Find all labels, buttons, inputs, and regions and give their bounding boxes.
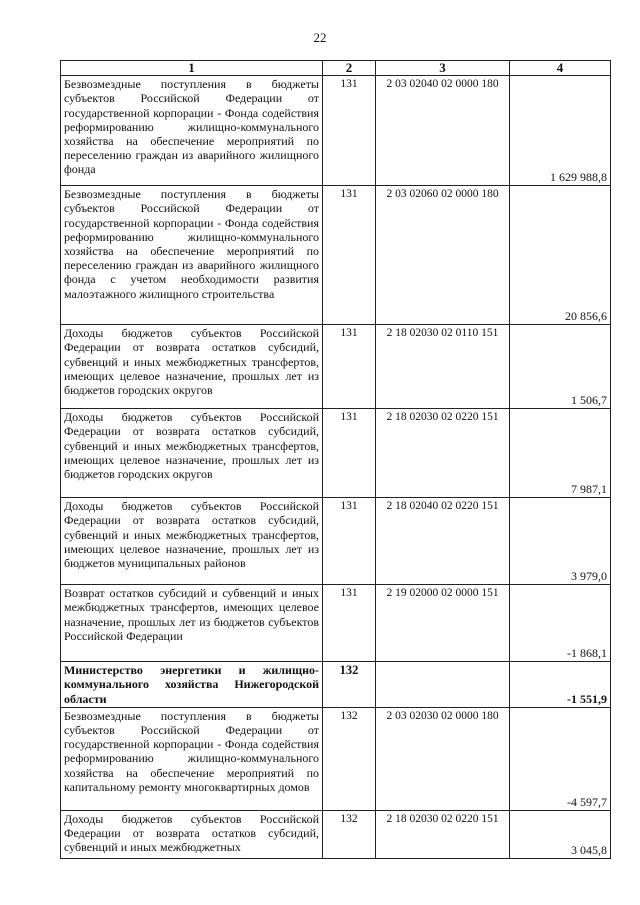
row-description: Безвозмездные поступления в бюджеты субъектов Российской Федерации от государственной корпорации - Фонда содействия реформированию жилищно-коммунального хозяйства на обеспечение мероприятий по капитальному ремонту многоквартирных домов: [61, 707, 323, 810]
table-row: [61, 76, 611, 186]
row-admin-code: 131: [323, 585, 376, 662]
row-description: Доходы бюджетов субъектов Российской Федерации от возврата остатков субсидий, субвенций и иных межбюджетных трансфертов, имеющих целевое назначение, прошлых лет из бюджетов городских округов: [61, 325, 323, 409]
row-amount: 20 856,6: [510, 186, 611, 325]
table-row: [61, 662, 611, 708]
row-description: Безвозмездные поступления в бюджеты субъектов Российской Федерации от государственной корпорации - Фонда содействия реформированию жилищно-коммунального хозяйства на обеспечение мероприятий по переселению граждан из аварийного жилищного фонда с учетом необходимости развития малоэтажного жилищного строительства: [61, 186, 323, 325]
row-budget-code: 2 19 02000 02 0000 151: [376, 585, 510, 662]
row-admin-code: 131: [323, 186, 376, 325]
row-description: Министерство энергетики и жилищно-коммунального хозяйства Нижегородской области: [61, 662, 323, 708]
row-budget-code: 2 18 02030 02 0110 151: [376, 325, 510, 409]
table-header-row: [61, 61, 611, 76]
row-amount: 1 506,7: [510, 325, 611, 409]
header-col-4: 4: [510, 61, 611, 76]
row-description: Доходы бюджетов субъектов Российской Федерации от возврата остатков субсидий, субвенций и иных межбюджетных трансфертов, имеющих целевое назначение, прошлых лет из бюджетов муниципальных районов: [61, 498, 323, 585]
row-amount: -1 868,1: [510, 585, 611, 662]
header-col-1: 1: [61, 61, 323, 76]
row-amount: 3 979,0: [510, 498, 611, 585]
row-amount: -4 597,7: [510, 707, 611, 810]
table-body: [61, 76, 611, 859]
table-row: [61, 186, 611, 325]
revenue-table: [60, 60, 611, 859]
row-amount: 3 045,8: [510, 810, 611, 858]
row-description: Возврат остатков субсидий и субвенций и иных межбюджетных трансфертов, имеющих целевое назначение, прошлых лет из бюджетов субъектов Российской Федерации: [61, 585, 323, 662]
header-col-3: 3: [376, 61, 510, 76]
row-admin-code: 132: [323, 707, 376, 810]
row-amount: -1 551,9: [510, 662, 611, 708]
row-description: Безвозмездные поступления в бюджеты субъектов Российской Федерации от государственной корпорации - Фонда содействия реформированию жилищно-коммунального хозяйства на обеспечение мероприятий по переселению граждан из аварийного жилищного фонда: [61, 76, 323, 186]
table-row: [61, 585, 611, 662]
row-admin-code: 131: [323, 498, 376, 585]
header-col-2: 2: [323, 61, 376, 76]
row-admin-code: 132: [323, 810, 376, 858]
page-number: 22: [313, 30, 327, 45]
row-budget-code: 2 03 02030 02 0000 180: [376, 707, 510, 810]
table-row: [61, 707, 611, 810]
row-budget-code: 2 18 02030 02 0220 151: [376, 810, 510, 858]
row-budget-code: 2 03 02040 02 0000 180: [376, 76, 510, 186]
row-admin-code: 131: [323, 76, 376, 186]
table-row: [61, 810, 611, 858]
row-budget-code: 2 18 02030 02 0220 151: [376, 409, 510, 498]
row-amount: 1 629 988,8: [510, 76, 611, 186]
table-row: [61, 325, 611, 409]
row-budget-code: 2 18 02040 02 0220 151: [376, 498, 510, 585]
table-row: [61, 409, 611, 498]
row-description: Доходы бюджетов субъектов Российской Федерации от возврата остатков субсидий, субвенций и иных межбюджетных: [61, 810, 323, 858]
row-admin-code: 131: [323, 325, 376, 409]
row-description: Доходы бюджетов субъектов Российской Федерации от возврата остатков субсидий, субвенций и иных межбюджетных трансфертов, имеющих целевое назначение, прошлых лет из бюджетов городских округов: [61, 409, 323, 498]
row-admin-code: 131: [323, 409, 376, 498]
row-admin-code: 132: [323, 662, 376, 708]
row-amount: 7 987,1: [510, 409, 611, 498]
row-budget-code: [376, 662, 510, 708]
table-row: [61, 498, 611, 585]
row-budget-code: 2 03 02060 02 0000 180: [376, 186, 510, 325]
